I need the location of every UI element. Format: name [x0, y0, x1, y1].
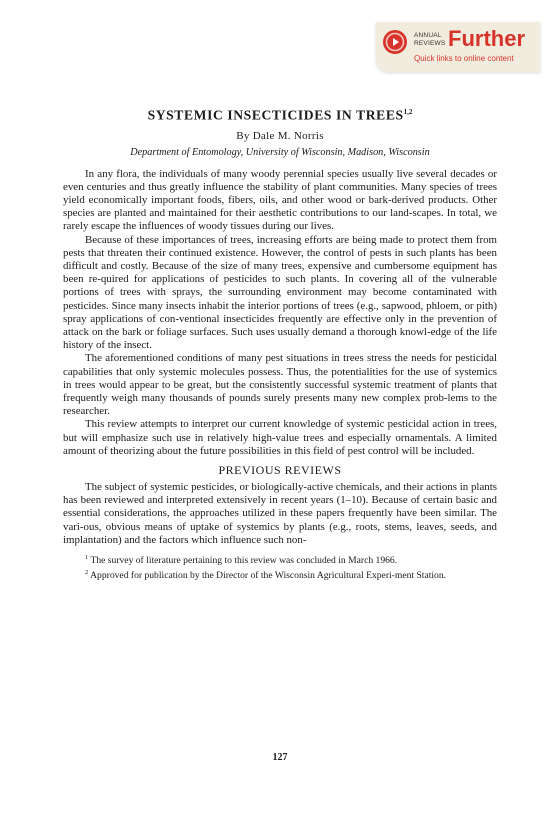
title-text: SYSTEMIC INSECTICIDES IN TREES [147, 107, 404, 123]
footnotes [63, 552, 497, 582]
footnote-2-mark: 2 [85, 569, 89, 577]
footnote-2-text: Approved for publication by the Director of the Wisconsin Agricultural Experi-ment Station. [88, 570, 447, 582]
annual-reviews-logo [414, 32, 445, 47]
article-author: By Dale M. Norris [236, 129, 324, 142]
section-heading: PREVIOUS REVIEWS [218, 463, 342, 477]
further-badge[interactable] [376, 22, 540, 72]
intro-paragraph-3: The aforementioned conditions of many pest situations in trees stress the needs for pesticidal capabilities that only systemic molecules possess. Thus, the potentialities for the use of systemics in trees would appear to be great, but the consistently successful systemic treatment of plants that frequently weigh many thousands of pounds surely presents many new complex prob-lems to the researcher. [63, 352, 497, 418]
footnote-1-text: The survey of literature pertaining to this review was concluded in March 1966. [88, 555, 398, 567]
further-subtitle[interactable]: Quick links to online content [414, 54, 514, 63]
footnote-1 [63, 552, 497, 567]
intro-paragraph-2: Because of these importances of trees, increasing efforts are being made to protect them from pests that threaten their continued existence. However, the control of pests in such plants has been difficult and costly. Because of the size of many trees, expensive and cumbersome equipment has been re-quired for applications of pesticides to such plants. In covering all of the vulnerable portions of trees with sprays, the surrounding environment may become contaminated with pesticides. Since many insects inhabit the interior portions of trees (e.g., sapwood, phloem, or pith) spray applications of con-ventional insecticides frequently are effective only in the prevention of attack on the bark or foliage surfaces. Such uses usually demand a thorough knowl-edge of the life history of the insect. [63, 233, 497, 352]
footnote-1-mark: 1 [85, 554, 89, 562]
play-circle-icon [383, 30, 407, 54]
section-paragraph: The subject of systemic pesticides, or biologically-active chemicals, and their actions in plants has been reviewed and interpreted extensively in recent years (1–10). Because of certain basic and essential considerations, the approaches utilized in these papers frequently have been similar. The vari-ous, obvious means of uptake of systemics by plants (e.g., roots, stems, leaves, seeds, and implantation) and the factors which influence such non- [63, 481, 497, 546]
title-footnote-mark: 1,2 [403, 108, 413, 116]
page-number: 127 [272, 752, 288, 763]
intro-section [63, 168, 497, 458]
further-title[interactable]: Further [448, 26, 525, 51]
intro-paragraph-1: In any flora, the individuals of many woody perennial species usually live several decades or even centuries and thus greatly influence the stability of plant communities. Many species of trees yield economically important foods, fibers, oils, and other wood or bark-derived products. Other species are planted and maintained for their aesthetic contributions to our land-scapes. In total, we rarely escape the influences of woody tissues during our lives. [63, 167, 497, 233]
footnote-2 [63, 567, 497, 582]
article-title [63, 104, 497, 124]
article-page [63, 104, 497, 582]
intro-paragraph-4: This review attempts to interpret our current knowledge of systemic pesticidal action in trees, but will emphasize such use in relatively high-value trees and especially ornamentals. A limited amount of theorizing about the future possibilities in this field of pest control will be included. [63, 418, 497, 457]
logo-annual-text: ANNUAL [414, 32, 442, 39]
author-affiliation: Department of Entomology, University of Wisconsin, Madison, Wisconsin [130, 146, 430, 158]
logo-reviews-text: REVIEWS [414, 39, 446, 47]
